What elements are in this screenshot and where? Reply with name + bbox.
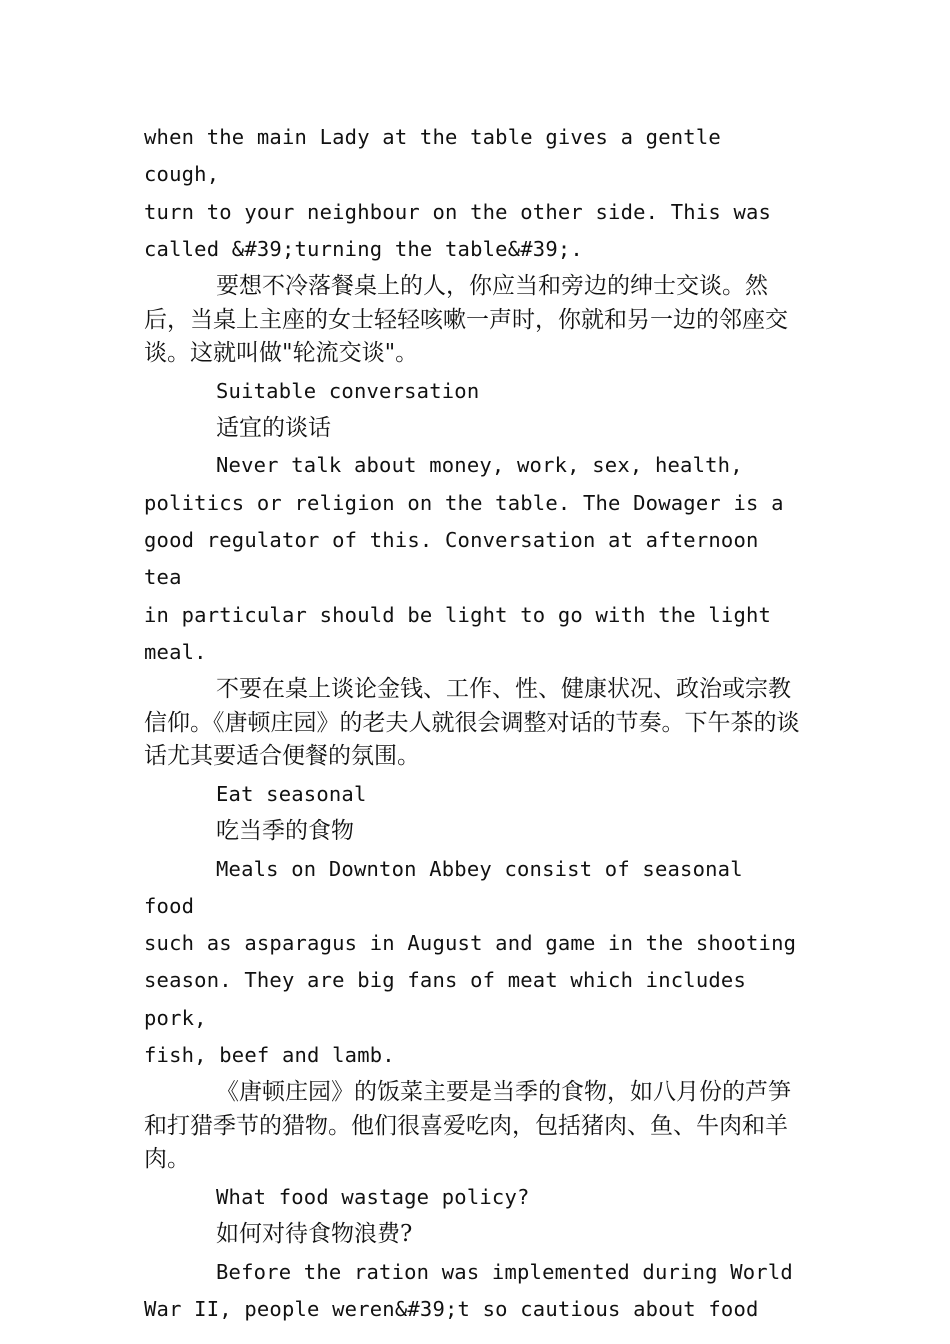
paragraph-turning-the-table-zh: 要想不冷落餐桌上的人，你应当和旁边的绅士交谈。然后，当桌上主座的女士轻轻咳嗽一声时，你就和另一边的邻座交谈。这就叫做"轮流交谈"。 (144, 273, 788, 367)
paragraph-eat-seasonal-zh: 《唐顿庄园》的饭菜主要是当季的食物，如八月份的芦笋和打猎季节的猎物。他们很喜爱吃肉，包括猪肉、鱼、牛肉和羊肉。 (144, 1079, 791, 1173)
heading-suitable-conversation-en: Suitable conversation (216, 378, 480, 403)
heading-food-wastage-en: What food wastage policy? (216, 1184, 530, 1209)
paragraph-suitable-conversation-zh: 不要在桌上谈论金钱、工作、性、健康状况、政治或宗教信仰。《唐顿庄园》的老夫人就很会调整对话的节奏。下午茶的谈话尤其要适合便餐的氛围。 (144, 676, 800, 770)
document-body (144, 119, 804, 1328)
paragraph-eat-seasonal-en: Meals on Downton Abbey consist of seasonal food such as asparagus in August and game in the shooting season. They are big fans of meat which includes pork, fish, beef and lamb. (144, 856, 797, 1068)
paragraph-food-wastage-en: Before the ration was implemented during World War II, people weren&#39;t so cautious about food (144, 1259, 793, 1321)
heading-eat-seasonal-zh: 吃当季的食物 (216, 818, 354, 845)
paragraph-suitable-conversation-en: Never talk about money, work, sex, health, politics or religion on the table. The Dowager is a good regulator of this. Conversation at afternoon tea in particular should be light to go with the light meal. (144, 453, 784, 664)
heading-eat-seasonal-en: Eat seasonal (216, 781, 367, 806)
paragraph-turning-the-table-en: when the main Lady at the table gives a gentle cough, turn to your neighbour on the other side. This was called &#39;turning the table&#39;. (144, 125, 772, 261)
heading-suitable-conversation-zh: 适宜的谈话 (216, 414, 331, 441)
heading-food-wastage-zh: 如何对待食物浪费? (216, 1221, 413, 1248)
